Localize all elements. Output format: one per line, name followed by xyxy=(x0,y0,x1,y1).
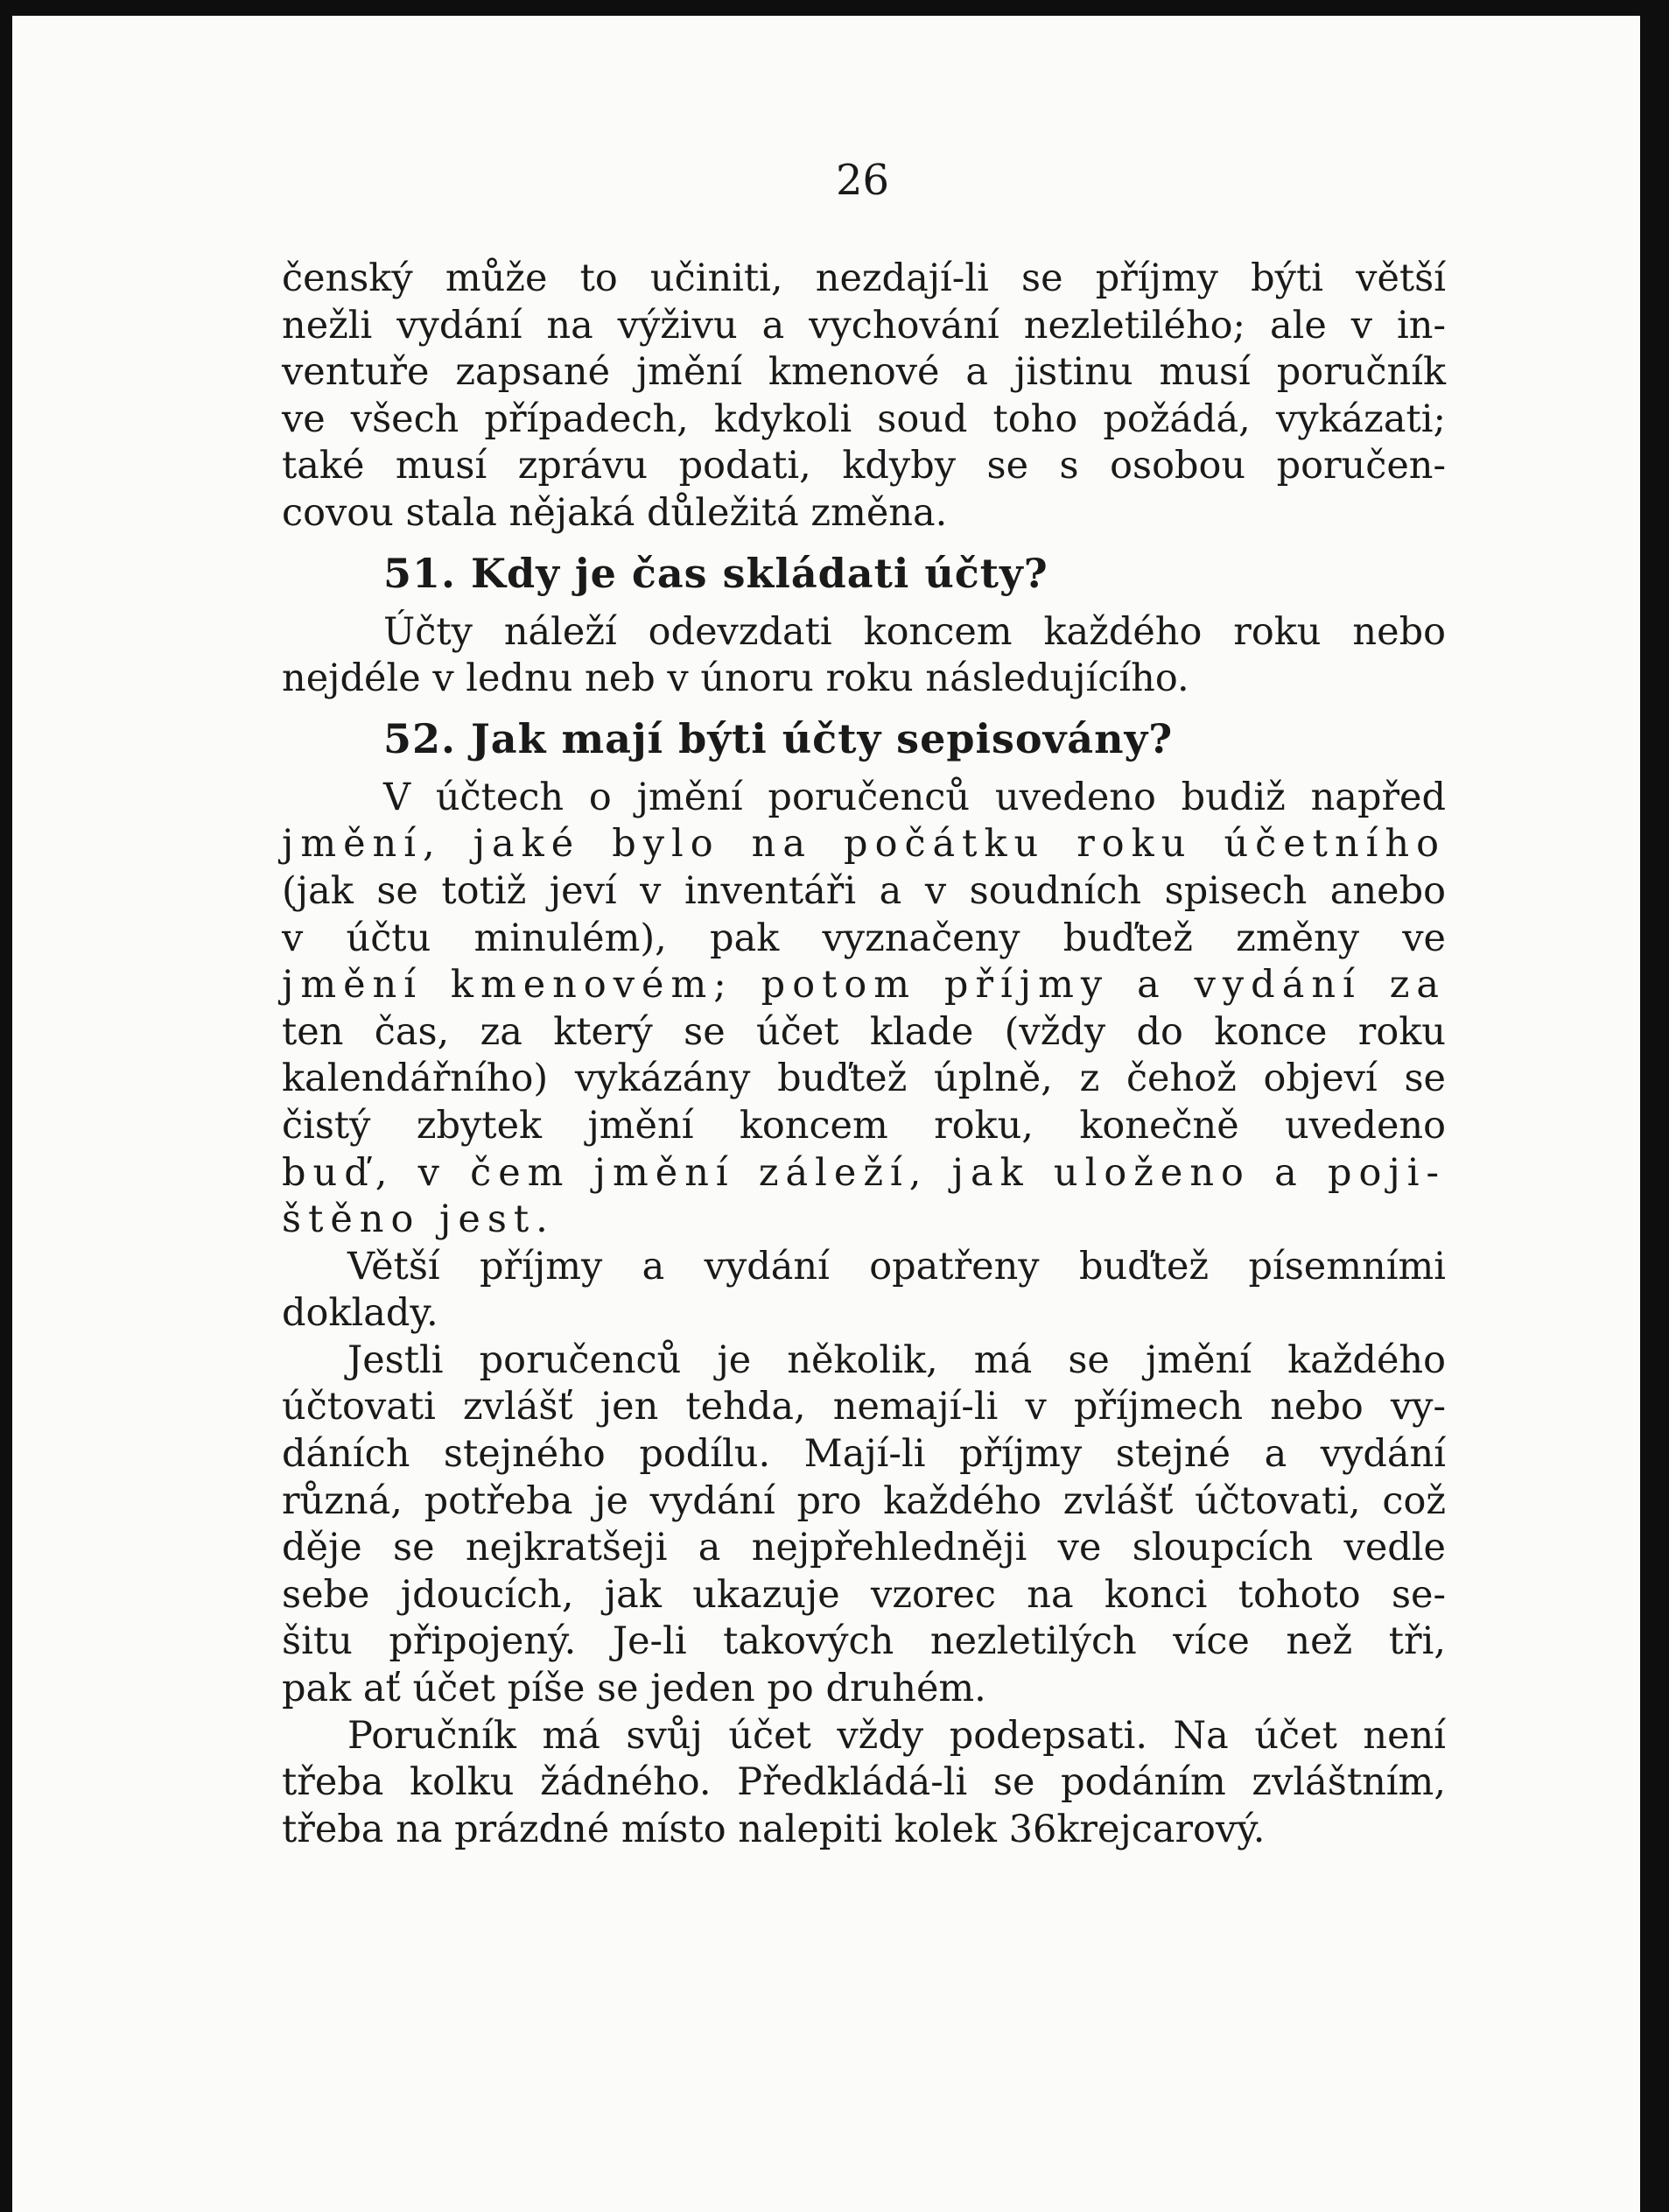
text-line: nežli vydání na výživu a vychování nezletilého; ale v in- xyxy=(282,303,1446,348)
text-line: účtovati zvlášť jen tehda, nemají-li v příjmech nebo vy- xyxy=(282,1385,1446,1429)
text-line: také musí zprávu podati, kdyby se s osobou poručen- xyxy=(282,444,1446,488)
paragraph-multiple-wards xyxy=(282,1338,1446,1713)
text-line: Poručník má svůj účet vždy podepsati. Na účet není xyxy=(347,1713,1446,1758)
text-line: třeba na prázdné místo nalepiti kolek 36krejcarový. xyxy=(282,1807,1266,1851)
text-line: doklady. xyxy=(282,1291,438,1336)
text-line: štěno jest. xyxy=(282,1197,555,1242)
paragraph-continuation xyxy=(282,256,1446,537)
text-line: (jak se totiž jeví v inventáři a v soudních spisech anebo xyxy=(282,868,1446,913)
text-line: čenský může to učiniti, nezdají-li se příjmy býti větší xyxy=(282,256,1446,300)
text-line: děje se nejkratšeji a nejpřehledněji ve sloupcích vedle xyxy=(282,1526,1446,1570)
text-line: buď, v čem jmění záleží, jak uloženo a poji- xyxy=(282,1150,1446,1195)
text-line: čistý zbytek jmění koncem roku, konečně uvedeno xyxy=(282,1103,1446,1148)
text-line: Jestli poručenců je několik, má se jmění každého xyxy=(347,1338,1446,1382)
section-heading-52: 52. Jak mají býti účty sepisovány? xyxy=(383,714,1174,762)
page-number: 26 xyxy=(836,156,890,205)
text-line: V účtech o jmění poručenců uvedeno budiž napřed xyxy=(383,775,1446,819)
page-right-margin xyxy=(1630,16,1640,2212)
text-line: pak ať účet píše se jeden po druhém. xyxy=(282,1667,986,1711)
text-line: sebe jdoucích, jak ukazuje vzorec na konci tohoto se- xyxy=(282,1572,1446,1617)
text-line: různá, potřeba je vydání pro každého zvlášť účtovati, což xyxy=(282,1478,1446,1523)
text-line: Větší příjmy a vydání opatřeny buďtež písemními xyxy=(347,1244,1446,1289)
paragraph-52-answer xyxy=(282,775,1446,1244)
paragraph-receipts xyxy=(282,1244,1446,1338)
text-line: ten čas, za který se účet klade (vždy do konce roku xyxy=(282,1009,1446,1054)
paragraph-51-answer xyxy=(282,609,1446,703)
text-line: šitu připojený. Je-li takových nezletilých více než tři, xyxy=(282,1619,1446,1664)
section-heading-51: 51. Kdy je čas skládati účty? xyxy=(383,549,1048,597)
text-line: ve všech případech, kdykoli soud toho požádá, vykázati; xyxy=(282,397,1446,441)
text-line: covou stala nějaká důležitá změna. xyxy=(282,490,948,535)
text-line: v účtu minulém), pak vyznačeny buďtež změny ve xyxy=(282,916,1446,960)
text-line: jmění, jaké bylo na počátku roku účetního xyxy=(282,822,1446,867)
text-line: nejdéle v lednu neb v únoru roku následujícího. xyxy=(282,657,1189,701)
text-line: Účty náleží odevzdati koncem každého roku nebo xyxy=(383,609,1446,654)
text-line: dáních stejného podílu. Mají-li příjmy stejné a vydání xyxy=(282,1432,1446,1477)
text-line: jmění kmenovém; potom příjmy a vydání za xyxy=(282,963,1446,1008)
text-line: ventuře zapsané jmění kmenové a jistinu musí poručník xyxy=(282,350,1446,395)
text-line: třeba kolku žádného. Předkládá-li se podáním zvláštním, xyxy=(282,1760,1446,1805)
body-text xyxy=(282,256,1446,1853)
text-line: kalendářního) vykázány buďtež úplně, z čehož objeví se xyxy=(282,1057,1446,1101)
paragraph-signature xyxy=(282,1713,1446,1854)
